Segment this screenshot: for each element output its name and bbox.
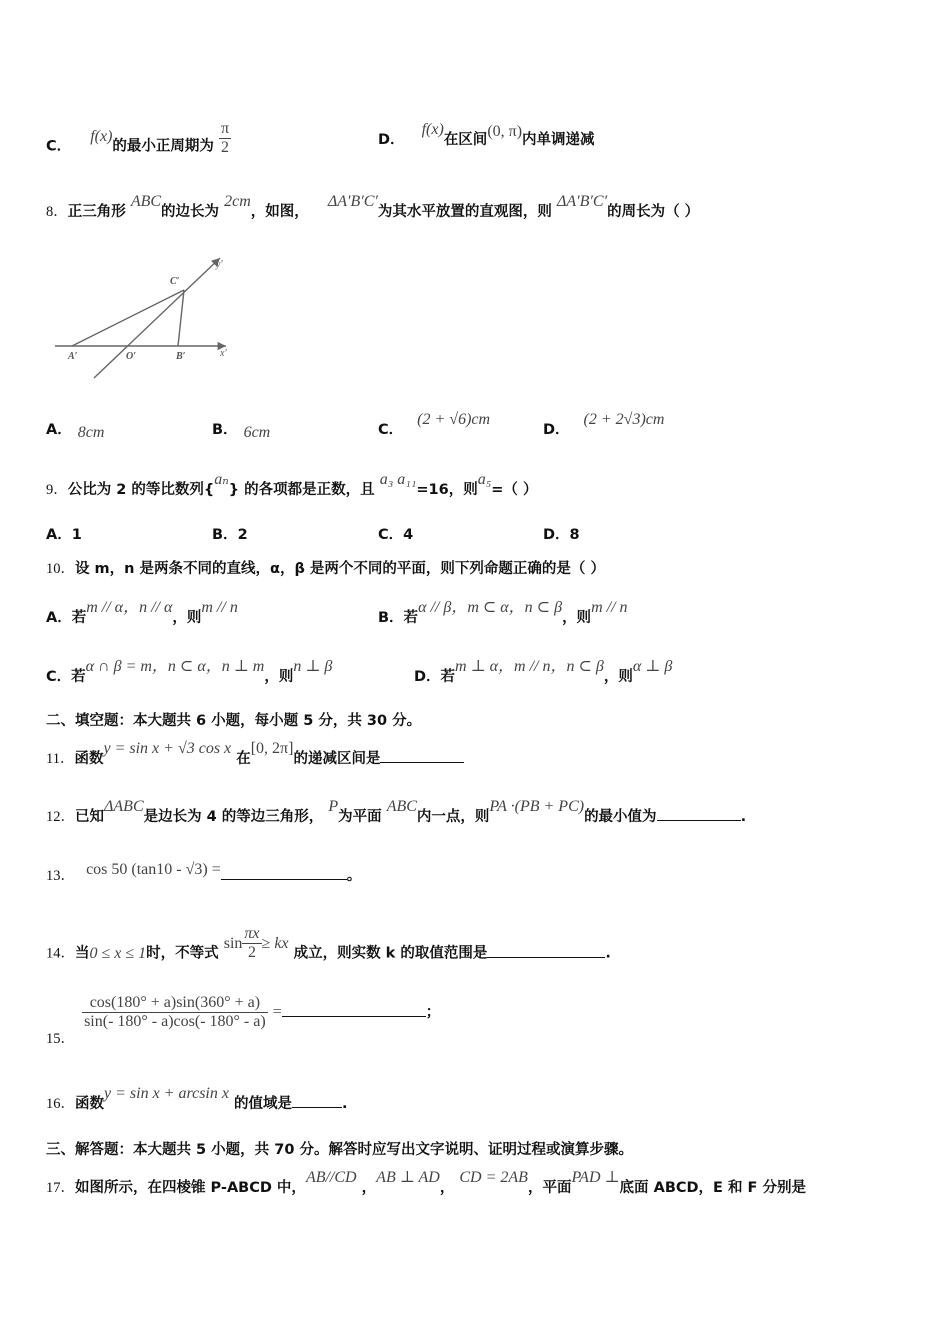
q15: 15． $\frac{\cos(180^\circ + a)\sin(360^\circ + a)}{\sin(- 180^\circ - a)\cos(- 180^\circ - a)}$ = ； bbox=[46, 994, 441, 1047]
side-ac bbox=[72, 290, 184, 346]
q10-option-c: C．若α ∩ β = m，n ⊂ α，n ⊥ m，则n ⊥ β bbox=[46, 658, 333, 685]
c-label: C′ bbox=[170, 276, 180, 287]
q10-option-b: B．若α // β，m ⊂ α，n ⊂ β，则m // n bbox=[378, 599, 628, 626]
q10-stem: 10．设 m，n 是两条不同的直线，α，β 是两个不同的平面，则下列命题正确的是（ ） bbox=[46, 561, 605, 577]
q9-option-b: B．2 bbox=[212, 527, 248, 543]
q7-option-c: C． f(x)的最小正周期为 $\frac{\pi}{2}$ bbox=[46, 120, 230, 156]
q17: 17．如图所示，在四棱锥 P-ABCD 中，AB//CD ，AB ⊥ AD， CD = 2AB，平面PAD ⊥底面 ABCD，E 和 F 分别是 bbox=[46, 1169, 807, 1196]
q13: 13． cos 50 (tan10 - √3) = 。 bbox=[46, 861, 362, 884]
q8-figure bbox=[50, 252, 240, 382]
y-axis bbox=[94, 258, 220, 378]
o-label: O′ bbox=[126, 351, 137, 362]
side-bc bbox=[178, 290, 184, 346]
q11: 11．函数y = sin x + √3 cos x 在[0, 2π]的递减区间是 bbox=[46, 747, 464, 768]
q10-option-a: A．若m // α，n // α，则m // n bbox=[46, 599, 238, 626]
y-label: y′ bbox=[216, 259, 223, 270]
q9-option-d: D．8 bbox=[543, 527, 580, 543]
q8-option-a: A． 8cm bbox=[46, 422, 105, 441]
q8-option-d: D．(2 + 2√3)cm bbox=[543, 411, 665, 438]
q14: 14．当0 ≤ x ≤ 1时，不等式 sin $\frac{\pi x}{2}$ ≥ kx 成立，则实数 k 的取值范围是 . bbox=[46, 925, 611, 962]
q12: 12．已知ΔABC是边长为 4 的等边三角形， P为平面 ABC内一点，则PA ·(PB + PC)的最小值为 . bbox=[46, 798, 747, 825]
q9-option-c: C．4 bbox=[378, 527, 414, 543]
section2-heading: 二、填空题：本大题共 6 小题，每小题 5 分，共 30 分。 bbox=[46, 713, 422, 729]
q8-option-b: B． 6cm bbox=[212, 422, 271, 441]
q8-option-c: C．(2 + √6)cm bbox=[378, 411, 491, 438]
b-label: B′ bbox=[176, 351, 186, 362]
x-label: x′ bbox=[220, 348, 227, 359]
q9-option-a: A．1 bbox=[46, 527, 82, 543]
q16: 16．函数y = sin x + arcsin x 的值域是 . bbox=[46, 1085, 348, 1112]
q8-stem: 8．正三角形 ABC的边长为 2cm，如图， ΔA′B′C′为其水平放置的直观图，则 ΔA′B′C′的周长为（ ） bbox=[46, 193, 700, 220]
q10-option-d: D．若m ⊥ α，m // n，n ⊂ β，则α ⊥ β bbox=[414, 658, 673, 685]
q7-option-d: D． f(x)在区间(0, π)内单调递减 bbox=[378, 121, 595, 148]
a-label: A′ bbox=[68, 351, 78, 362]
q9-stem: 9．公比为 2 的等比数列{aₙ} 的各项都是正数，且 a₃ a₁₁=16，则a₅=（ ） bbox=[46, 471, 538, 498]
section3-heading: 三、解答题：本大题共 5 小题，共 70 分。解答时应写出文字说明、证明过程或演算步骤。 bbox=[46, 1142, 633, 1158]
